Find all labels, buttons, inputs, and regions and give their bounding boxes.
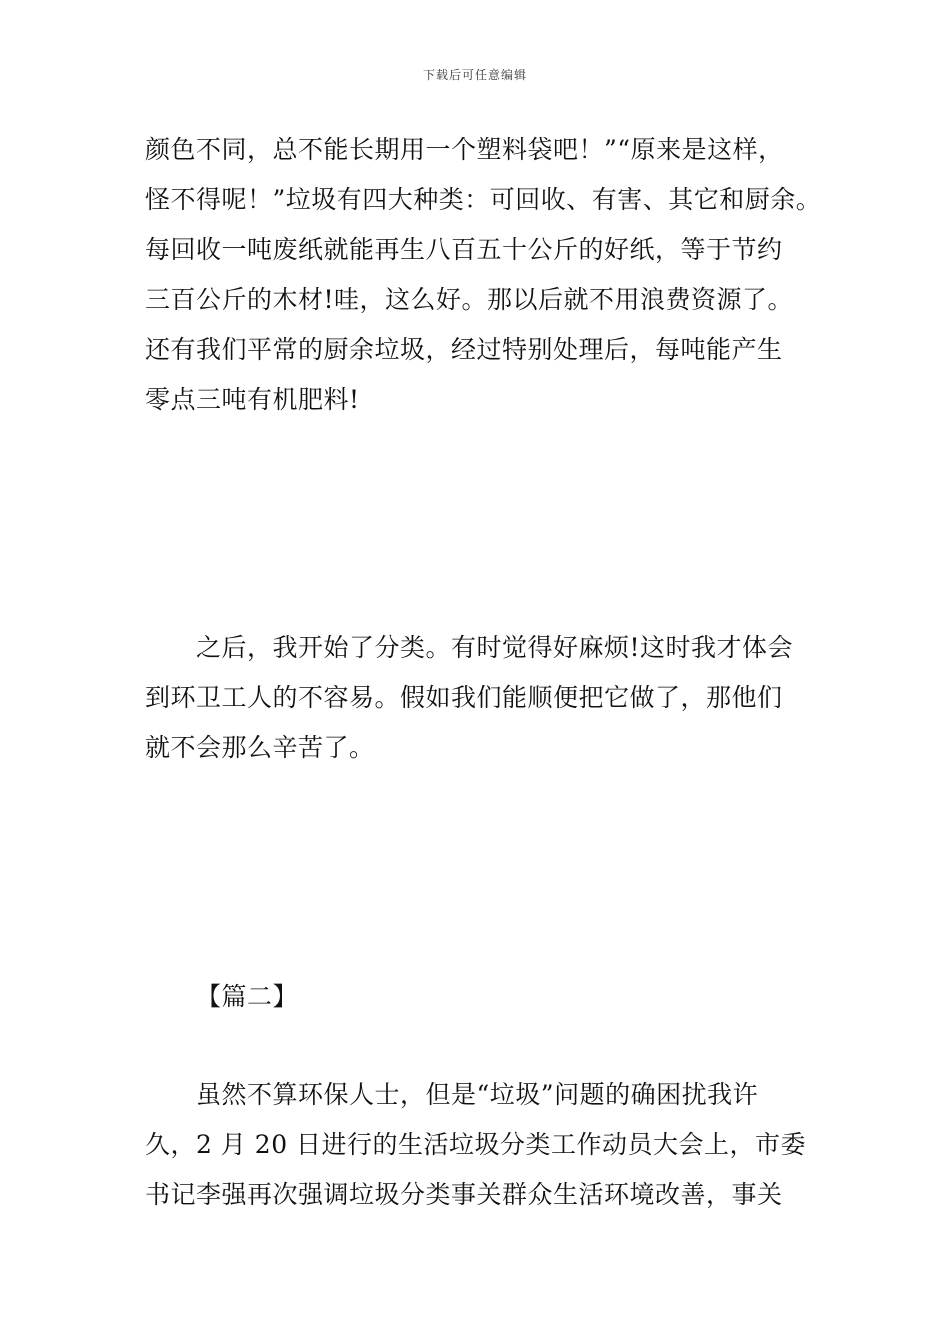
paragraph-line: 书记李强再次强调垃圾分类事关群众生活环境改善，事关 — [145, 1180, 783, 1209]
paragraph-line: 就不会那么辛苦了。 — [145, 733, 375, 762]
paragraph-line: 怪不得呢！”垃圾有四大种类：可回收、有害、其它和厨余。 — [145, 185, 822, 214]
section-heading: 【篇二】 — [196, 982, 299, 1011]
paragraph-line: 颜色不同，总不能长期用一个塑料袋吧！”“原来是这样， — [145, 135, 784, 164]
paragraph-line: 之后，我开始了分类。有时觉得好麻烦!这时我才体会 — [196, 633, 794, 662]
paragraph-line: 虽然不算环保人士，但是“垃圾”问题的确困扰我许 — [196, 1080, 759, 1109]
paragraph-line: 久，2 月 20 日进行的生活垃圾分类工作动员大会上，市委 — [145, 1130, 807, 1159]
paragraph-line: 还有我们平常的厨余垃圾，经过特别处理后，每吨能产生 — [145, 335, 783, 364]
page-header: 下载后可任意编辑 — [422, 68, 527, 82]
paragraph-line: 到环卫工人的不容易。假如我们能顺便把它做了，那他们 — [145, 683, 783, 712]
paragraph-line: 零点三吨有机肥料! — [145, 385, 360, 414]
paragraph-line: 每回收一吨废纸就能再生八百五十公斤的好纸，等于节约 — [145, 235, 783, 264]
paragraph-line: 三百公斤的木材!哇，这么好。那以后就不用浪费资源了。 — [145, 285, 794, 314]
